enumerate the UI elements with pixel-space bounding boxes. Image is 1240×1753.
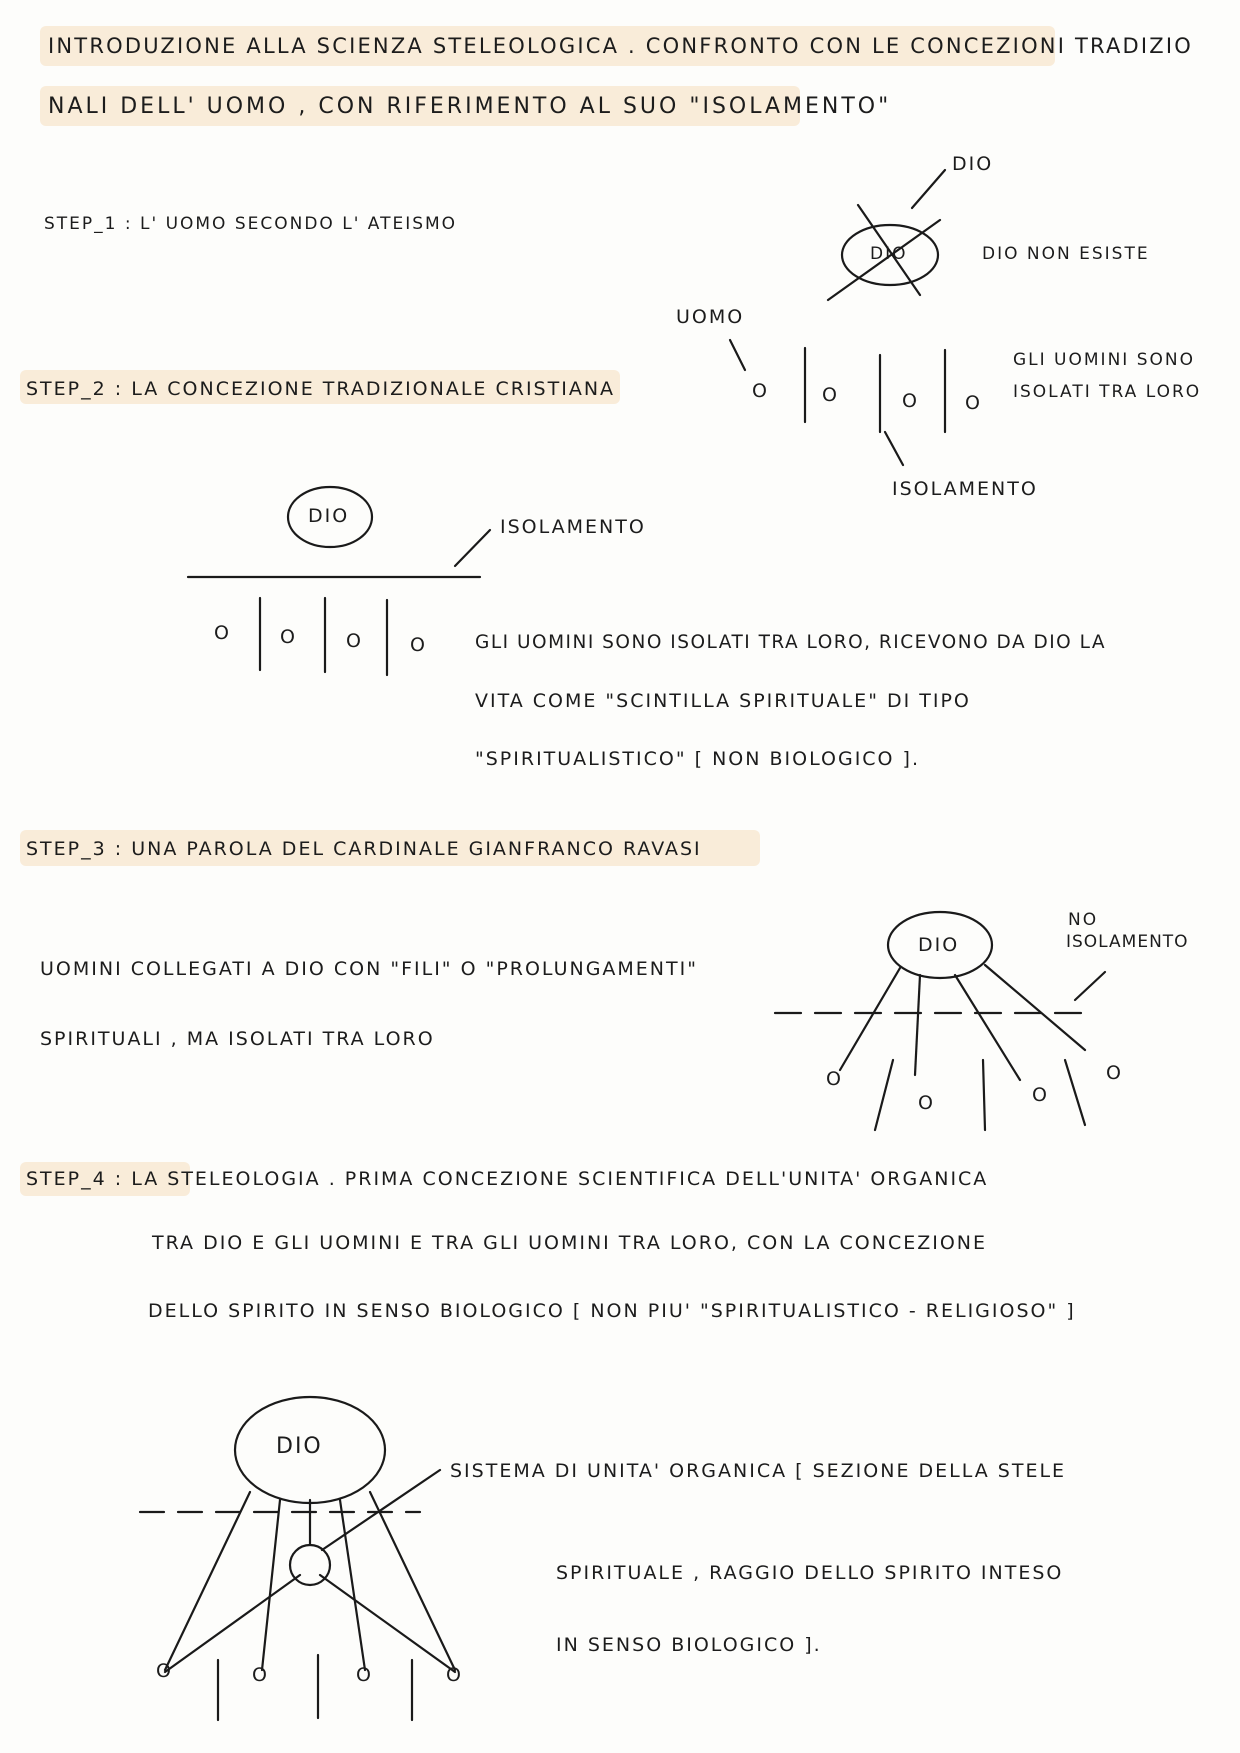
- step2-label-isolamento-2: ISOLAMENTO: [500, 516, 646, 538]
- step1-label-dio-crossed: DIO: [870, 244, 908, 264]
- step4-ray-1: [165, 1492, 250, 1670]
- step4-ray-3: [340, 1500, 365, 1670]
- step3-label-dio: DIO: [918, 934, 960, 956]
- step2-heading: STEP_2 : LA CONCEZIONE TRADIZIONALE CRISTIANA: [26, 378, 616, 400]
- step2-isolamento-pointer-2: [455, 530, 490, 566]
- step4-cross-1: [165, 1575, 300, 1672]
- step3-label-no-1: NO: [1068, 910, 1099, 930]
- step2-man-b2: O: [280, 626, 297, 648]
- step1-dio-pointer: [912, 170, 945, 208]
- step4-system-2: SPIRITUALE , RAGGIO DELLO SPIRITO INTESO: [556, 1562, 1064, 1584]
- step3-man-3: O: [1032, 1084, 1049, 1106]
- step1-label-not-exists: DIO NON ESISTE: [982, 244, 1150, 264]
- step2-man-2: O: [822, 384, 839, 406]
- step2-uomo-pointer: [730, 340, 745, 370]
- step3-desc-1: UOMINI COLLEGATI A DIO CON "FILI" O "PROLUNGAMENTI": [40, 958, 698, 980]
- step2-label-isolamento: ISOLAMENTO: [892, 478, 1038, 500]
- header-line-1: INTRODUZIONE ALLA SCIENZA STELEOLOGICA . CONFRONTO CON LE CONCEZIONI TRADIZIO: [48, 34, 1193, 58]
- step4-man-3: O: [356, 1664, 373, 1686]
- step4-ray-4: [370, 1492, 455, 1670]
- step2-man-1: O: [752, 380, 769, 402]
- step4-system-3: IN SENSO BIOLOGICO ].: [556, 1634, 822, 1656]
- step4-desc-2: DELLO SPIRITO IN SENSO BIOLOGICO [ NON PIU' "SPIRITUALISTICO - RELIGIOSO" ]: [148, 1300, 1076, 1322]
- step4-cross-2: [320, 1575, 455, 1672]
- step2-man-b3: O: [346, 630, 363, 652]
- step3-desc-2: SPIRITUALI , MA ISOLATI TRA LORO: [40, 1028, 435, 1050]
- step4-system-1: SISTEMA DI UNITA' ORGANICA [ SEZIONE DELLA STELE: [450, 1460, 1067, 1482]
- step4-man-1: O: [156, 1660, 173, 1682]
- step3-thread-3: [955, 975, 1020, 1080]
- step3-wall-2: [983, 1060, 985, 1130]
- step3-man-4: O: [1106, 1062, 1123, 1084]
- step3-wall-1: [875, 1060, 893, 1130]
- step2-man-4: O: [965, 392, 982, 414]
- step4-man-2: O: [252, 1664, 269, 1686]
- step3-thread-2: [915, 975, 920, 1075]
- step3-label-no-2: ISOLAMENTO: [1066, 932, 1189, 952]
- step3-man-2: O: [918, 1092, 935, 1114]
- step2-desc-3: "SPIRITUALISTICO" [ NON BIOLOGICO ].: [475, 748, 921, 770]
- step3-thread-1: [840, 968, 900, 1070]
- step1-heading: STEP_1 : L' UOMO SECONDO L' ATEISMO: [44, 214, 458, 234]
- step2-label-dio: DIO: [308, 505, 350, 527]
- step4-heading: STEP_4 : LA STELEOLOGIA . PRIMA CONCEZIONE SCIENTIFICA DELL'UNITA' ORGANICA: [26, 1168, 989, 1190]
- step4-label-dio: DIO: [276, 1434, 323, 1459]
- step2-isolamento-pointer: [885, 432, 903, 465]
- step2-desc-1: GLI UOMINI SONO ISOLATI TRA LORO, RICEVONO DA DIO LA: [475, 632, 1107, 653]
- step2-label-isolati-1: GLI UOMINI SONO: [1013, 350, 1195, 370]
- step3-thread-4: [985, 965, 1085, 1050]
- step2-man-b1: O: [214, 622, 231, 644]
- step4-man-4: O: [446, 1664, 463, 1686]
- step3-man-1: O: [826, 1068, 843, 1090]
- step2-man-3: O: [902, 390, 919, 412]
- step4-ray-2: [262, 1500, 280, 1670]
- step2-man-b4: O: [410, 634, 427, 656]
- step2-desc-2: VITA COME "SCINTILLA SPIRITUALE" DI TIPO: [475, 690, 971, 712]
- step4-pointer: [322, 1470, 440, 1550]
- step2-label-isolati-2: ISOLATI TRA LORO: [1013, 382, 1202, 402]
- step1-label-dio: DIO: [952, 153, 994, 175]
- step3-wall-3: [1065, 1060, 1085, 1125]
- step4-desc-1: TRA DIO E GLI UOMINI E TRA GLI UOMINI TRA LORO, CON LA CONCEZIONE: [152, 1232, 988, 1254]
- step3-no-pointer: [1075, 972, 1105, 1000]
- step2-label-uomo: UOMO: [676, 306, 745, 328]
- step3-heading: STEP_3 : UNA PAROLA DEL CARDINALE GIANFRANCO RAVASI: [26, 838, 702, 860]
- header-line-2: NALI DELL' UOMO , CON RIFERIMENTO AL SUO "ISOLAMENTO": [48, 94, 892, 119]
